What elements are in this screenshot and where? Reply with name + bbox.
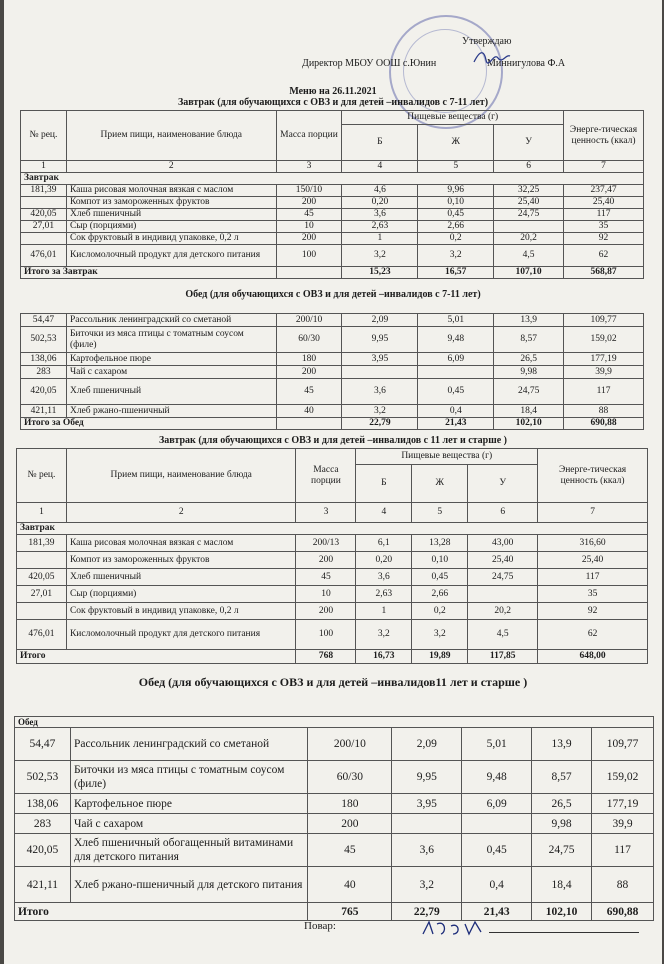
protein: 3,2 bbox=[342, 405, 418, 418]
fat bbox=[418, 366, 494, 379]
table-row bbox=[21, 221, 644, 233]
dish-name: Кисломолочный продукт для детского питания bbox=[66, 245, 276, 267]
protein: 4,6 bbox=[342, 185, 418, 197]
dish-name: Кисломолочный продукт для детского питания bbox=[66, 620, 296, 650]
protein: 3,2 bbox=[392, 867, 462, 903]
fat: 6,09 bbox=[462, 794, 532, 814]
table-row bbox=[17, 552, 648, 569]
table-row bbox=[15, 834, 654, 867]
rec-number: 27,01 bbox=[17, 586, 67, 603]
total-protein: 16,73 bbox=[356, 650, 412, 664]
table-row bbox=[21, 245, 644, 267]
protein: 3,2 bbox=[342, 245, 418, 267]
energy: 159,02 bbox=[564, 327, 644, 353]
fat: 3,2 bbox=[418, 245, 494, 267]
fat bbox=[462, 814, 532, 834]
protein bbox=[392, 814, 462, 834]
total-label: Итого bbox=[15, 903, 308, 921]
energy: 25,40 bbox=[538, 552, 648, 569]
total-energy: 690,88 bbox=[592, 903, 654, 921]
dish-name: Хлеб ржано-пшеничный для детского питания bbox=[70, 867, 308, 903]
energy: 117 bbox=[564, 379, 644, 405]
col-num: 5 bbox=[418, 161, 494, 173]
total-mass bbox=[276, 267, 342, 279]
energy: 62 bbox=[564, 245, 644, 267]
table-row bbox=[21, 197, 644, 209]
total-mass bbox=[276, 418, 342, 430]
energy: 35 bbox=[564, 221, 644, 233]
portion-mass: 45 bbox=[308, 834, 392, 867]
protein: 6,1 bbox=[356, 535, 412, 552]
fat: 0,2 bbox=[412, 603, 468, 620]
protein: 1 bbox=[342, 233, 418, 245]
energy: 62 bbox=[538, 620, 648, 650]
carbs: 18,4 bbox=[532, 867, 592, 903]
rec-number: 420,05 bbox=[21, 379, 67, 405]
table-lunch-11-plus bbox=[14, 716, 654, 921]
portion-mass: 200 bbox=[276, 366, 342, 379]
carbs: 26,5 bbox=[494, 353, 564, 366]
total-mass: 765 bbox=[308, 903, 392, 921]
director-signature bbox=[472, 48, 512, 66]
dish-name: Сыр (порциями) bbox=[66, 221, 276, 233]
energy: 177,19 bbox=[592, 794, 654, 814]
carbs bbox=[468, 586, 538, 603]
approval-block bbox=[302, 32, 622, 82]
rec-number: 138,06 bbox=[15, 794, 71, 814]
table-row bbox=[15, 814, 654, 834]
portion-mass: 200 bbox=[296, 552, 356, 569]
energy: 92 bbox=[564, 233, 644, 245]
dish-name: Биточки из мяса птицы с томатным соусом (филе) bbox=[70, 761, 308, 794]
dish-name: Сок фруктовый в индивид упаковке, 0,2 л bbox=[66, 603, 296, 620]
total-energy: 690,88 bbox=[564, 418, 644, 430]
fat: 0,10 bbox=[418, 197, 494, 209]
total-carbs: 102,10 bbox=[532, 903, 592, 921]
dish-name: Картофельное пюре bbox=[70, 794, 308, 814]
dish-name: Рассольник ленинградский со сметаной bbox=[70, 728, 308, 761]
fat: 3,2 bbox=[412, 620, 468, 650]
carbs: 24,75 bbox=[494, 209, 564, 221]
rec-number: 421,11 bbox=[15, 867, 71, 903]
section-title-1: Завтрак (для обучающихся с ОВЗ и для детей –инвалидов с 7-11 лет) bbox=[177, 97, 489, 108]
dish-name: Рассольник ленинградский со сметаной bbox=[66, 314, 276, 327]
portion-mass: 40 bbox=[276, 405, 342, 418]
fat: 0,45 bbox=[418, 209, 494, 221]
energy: 35 bbox=[538, 586, 648, 603]
rec-number: 181,39 bbox=[17, 535, 67, 552]
rec-number: 138,06 bbox=[21, 353, 67, 366]
table-row bbox=[17, 586, 648, 603]
rec-number: 27,01 bbox=[21, 221, 67, 233]
carbs: 24,75 bbox=[468, 569, 538, 586]
total-row bbox=[15, 903, 654, 921]
energy: 109,77 bbox=[592, 728, 654, 761]
dish-name: Чай с сахаром bbox=[66, 366, 276, 379]
col-num: 1 bbox=[17, 503, 67, 523]
energy: 159,02 bbox=[592, 761, 654, 794]
dish-name: Хлеб пшеничный bbox=[66, 569, 296, 586]
menu-document bbox=[4, 0, 662, 964]
carbs: 8,57 bbox=[532, 761, 592, 794]
total-carbs: 102,10 bbox=[494, 418, 564, 430]
total-energy: 648,00 bbox=[538, 650, 648, 664]
header-dish: Прием пищи, наименование блюда bbox=[66, 449, 296, 503]
carbs: 9,98 bbox=[494, 366, 564, 379]
rec-number: 476,01 bbox=[21, 245, 67, 267]
rec-number: 420,05 bbox=[21, 209, 67, 221]
total-protein: 22,79 bbox=[392, 903, 462, 921]
energy: 39,9 bbox=[564, 366, 644, 379]
header-u: У bbox=[494, 125, 564, 161]
header-mass: Масса порции bbox=[276, 111, 342, 161]
dish-name: Сыр (порциями) bbox=[66, 586, 296, 603]
protein: 3,95 bbox=[342, 353, 418, 366]
protein: 2,63 bbox=[342, 221, 418, 233]
protein: 3,6 bbox=[342, 209, 418, 221]
rec-number: 283 bbox=[15, 814, 71, 834]
table-row bbox=[15, 794, 654, 814]
col-num: 4 bbox=[342, 161, 418, 173]
carbs: 43,00 bbox=[468, 535, 538, 552]
portion-mass: 180 bbox=[308, 794, 392, 814]
total-mass: 768 bbox=[296, 650, 356, 664]
fat: 0,10 bbox=[412, 552, 468, 569]
table-row bbox=[21, 405, 644, 418]
protein bbox=[342, 366, 418, 379]
header-rec: № рец. bbox=[17, 449, 67, 503]
portion-mass: 45 bbox=[276, 209, 342, 221]
table-breakfast-11-plus bbox=[16, 448, 648, 664]
fat: 0,4 bbox=[462, 867, 532, 903]
dish-name: Каша рисовая молочная вязкая с маслом bbox=[66, 535, 296, 552]
menu-date: Меню на 26.11.2021 bbox=[289, 86, 377, 97]
protein: 1 bbox=[356, 603, 412, 620]
portion-mass: 45 bbox=[296, 569, 356, 586]
dish-name: Хлеб пшеничный обогащенный витаминами для детского питания bbox=[70, 834, 308, 867]
carbs: 8,57 bbox=[494, 327, 564, 353]
protein: 2,09 bbox=[392, 728, 462, 761]
portion-mass: 40 bbox=[308, 867, 392, 903]
meal-section-label: Завтрак bbox=[21, 173, 644, 185]
rec-number: 420,05 bbox=[15, 834, 71, 867]
table-breakfast-7-11 bbox=[20, 110, 644, 279]
total-carbs: 117,85 bbox=[468, 650, 538, 664]
col-num: 5 bbox=[412, 503, 468, 523]
rec-number bbox=[21, 233, 67, 245]
fat: 9,48 bbox=[418, 327, 494, 353]
rec-number bbox=[17, 552, 67, 569]
cook-label: Повар: bbox=[304, 920, 336, 932]
total-protein: 22,79 bbox=[342, 418, 418, 430]
protein: 3,6 bbox=[356, 569, 412, 586]
protein: 0,20 bbox=[356, 552, 412, 569]
carbs: 32,25 bbox=[494, 185, 564, 197]
fat: 6,09 bbox=[418, 353, 494, 366]
table-row bbox=[15, 761, 654, 794]
energy: 117 bbox=[538, 569, 648, 586]
total-label: Итого за Завтрак bbox=[21, 267, 277, 279]
total-label: Итого за Обед bbox=[21, 418, 277, 430]
rec-number: 283 bbox=[21, 366, 67, 379]
col-num: 2 bbox=[66, 503, 296, 523]
energy: 177,19 bbox=[564, 353, 644, 366]
rec-number bbox=[17, 603, 67, 620]
total-row bbox=[17, 650, 648, 664]
total-fat: 16,57 bbox=[418, 267, 494, 279]
header-u: У bbox=[468, 465, 538, 503]
portion-mass: 200 bbox=[276, 197, 342, 209]
carbs: 4,5 bbox=[468, 620, 538, 650]
header-b: Б bbox=[342, 125, 418, 161]
table-row bbox=[17, 569, 648, 586]
fat: 9,96 bbox=[418, 185, 494, 197]
col-num: 2 bbox=[66, 161, 276, 173]
dish-name: Хлеб ржано-пшеничный bbox=[66, 405, 276, 418]
table-row bbox=[17, 535, 648, 552]
rec-number bbox=[21, 197, 67, 209]
fat: 2,66 bbox=[418, 221, 494, 233]
table-row bbox=[21, 209, 644, 221]
dish-name: Хлеб пшеничный bbox=[66, 379, 276, 405]
fat: 0,45 bbox=[412, 569, 468, 586]
protein: 9,95 bbox=[392, 761, 462, 794]
table-row bbox=[21, 379, 644, 405]
carbs: 26,5 bbox=[532, 794, 592, 814]
header-dish: Прием пищи, наименование блюда bbox=[66, 111, 276, 161]
carbs: 18,4 bbox=[494, 405, 564, 418]
fat: 5,01 bbox=[418, 314, 494, 327]
carbs: 24,75 bbox=[494, 379, 564, 405]
dish-name: Чай с сахаром bbox=[70, 814, 308, 834]
col-num: 7 bbox=[538, 503, 648, 523]
dish-name: Компот из замороженных фруктов bbox=[66, 197, 276, 209]
header-energy: Энерге-тическая ценность (ккал) bbox=[538, 449, 648, 503]
portion-mass: 200/10 bbox=[308, 728, 392, 761]
header-zh: Ж bbox=[418, 125, 494, 161]
total-energy: 568,87 bbox=[564, 267, 644, 279]
header-b: Б bbox=[356, 465, 412, 503]
energy: 117 bbox=[592, 834, 654, 867]
total-fat: 21,43 bbox=[418, 418, 494, 430]
carbs: 24,75 bbox=[532, 834, 592, 867]
dish-name: Хлеб пшеничный bbox=[66, 209, 276, 221]
header-nutrients: Пищевые вещества (г) bbox=[356, 449, 538, 465]
table-row bbox=[21, 233, 644, 245]
total-fat: 19,89 bbox=[412, 650, 468, 664]
section-title-2: Обед (для обучающихся с ОВЗ и для детей –инвалидов с 7-11 лет) bbox=[185, 289, 481, 300]
portion-mass: 60/30 bbox=[276, 327, 342, 353]
header-rec: № рец. bbox=[21, 111, 67, 161]
dish-name: Картофельное пюре bbox=[66, 353, 276, 366]
protein: 0,20 bbox=[342, 197, 418, 209]
col-num: 3 bbox=[296, 503, 356, 523]
header-energy: Энерге-тическая ценность (ккал) bbox=[564, 111, 644, 161]
dish-name: Сок фруктовый в индивид упаковке, 0,2 л bbox=[66, 233, 276, 245]
energy: 117 bbox=[564, 209, 644, 221]
portion-mass: 200 bbox=[308, 814, 392, 834]
header-zh: Ж bbox=[412, 465, 468, 503]
dish-name: Каша рисовая молочная вязкая с маслом bbox=[66, 185, 276, 197]
col-num: 3 bbox=[276, 161, 342, 173]
fat: 0,4 bbox=[418, 405, 494, 418]
header-mass: Масса порции bbox=[296, 449, 356, 503]
carbs: 9,98 bbox=[532, 814, 592, 834]
portion-mass: 150/10 bbox=[276, 185, 342, 197]
fat: 9,48 bbox=[462, 761, 532, 794]
carbs bbox=[494, 221, 564, 233]
portion-mass: 200 bbox=[276, 233, 342, 245]
table-row bbox=[21, 327, 644, 353]
protein: 3,6 bbox=[392, 834, 462, 867]
col-num: 6 bbox=[494, 161, 564, 173]
portion-mass: 60/30 bbox=[308, 761, 392, 794]
total-carbs: 107,10 bbox=[494, 267, 564, 279]
protein: 2,09 bbox=[342, 314, 418, 327]
meal-section-label: Завтрак bbox=[17, 523, 648, 535]
table-row bbox=[21, 185, 644, 197]
energy: 237,47 bbox=[564, 185, 644, 197]
rec-number: 502,53 bbox=[21, 327, 67, 353]
carbs: 20,2 bbox=[468, 603, 538, 620]
rec-number: 181,39 bbox=[21, 185, 67, 197]
table-row bbox=[15, 867, 654, 903]
director-name: Миннигулова Ф.А bbox=[487, 58, 566, 69]
table-row bbox=[17, 620, 648, 650]
carbs: 25,40 bbox=[468, 552, 538, 569]
dish-name: Биточки из мяса птицы с томатным соусом (филе) bbox=[66, 327, 276, 353]
fat: 2,66 bbox=[412, 586, 468, 603]
energy: 316,60 bbox=[538, 535, 648, 552]
col-num: 4 bbox=[356, 503, 412, 523]
total-row bbox=[21, 418, 644, 430]
portion-mass: 200/13 bbox=[296, 535, 356, 552]
portion-mass: 200 bbox=[296, 603, 356, 620]
table-row bbox=[21, 353, 644, 366]
director-label: Директор МБОУ ООШ с.Юнин bbox=[302, 58, 437, 69]
protein: 3,2 bbox=[356, 620, 412, 650]
rec-number: 502,53 bbox=[15, 761, 71, 794]
signature-line bbox=[489, 932, 639, 933]
portion-mass: 10 bbox=[296, 586, 356, 603]
total-row bbox=[21, 267, 644, 279]
carbs: 13,9 bbox=[494, 314, 564, 327]
portion-mass: 200/10 bbox=[276, 314, 342, 327]
carbs: 25,40 bbox=[494, 197, 564, 209]
portion-mass: 45 bbox=[276, 379, 342, 405]
energy: 92 bbox=[538, 603, 648, 620]
rec-number: 476,01 bbox=[17, 620, 67, 650]
energy: 88 bbox=[592, 867, 654, 903]
col-num: 1 bbox=[21, 161, 67, 173]
fat: 13,28 bbox=[412, 535, 468, 552]
carbs: 13,9 bbox=[532, 728, 592, 761]
carbs: 20,2 bbox=[494, 233, 564, 245]
rec-number: 54,47 bbox=[21, 314, 67, 327]
meal-section-label: Обед bbox=[15, 717, 654, 728]
section-title-3: Завтрак (для обучающихся с ОВЗ и для детей –инвалидов с 11 лет и старше ) bbox=[159, 435, 507, 446]
rec-number: 54,47 bbox=[15, 728, 71, 761]
table-row bbox=[17, 603, 648, 620]
fat: 0,45 bbox=[462, 834, 532, 867]
total-label: Итого bbox=[17, 650, 296, 664]
portion-mass: 100 bbox=[276, 245, 342, 267]
protein: 3,95 bbox=[392, 794, 462, 814]
portion-mass: 180 bbox=[276, 353, 342, 366]
fat: 0,2 bbox=[418, 233, 494, 245]
approved-label: Утверждаю bbox=[462, 36, 512, 47]
rec-number: 420,05 bbox=[17, 569, 67, 586]
total-protein: 15,23 bbox=[342, 267, 418, 279]
carbs: 4,5 bbox=[494, 245, 564, 267]
portion-mass: 100 bbox=[296, 620, 356, 650]
fat: 5,01 bbox=[462, 728, 532, 761]
col-num: 6 bbox=[468, 503, 538, 523]
fat: 0,45 bbox=[418, 379, 494, 405]
portion-mass: 10 bbox=[276, 221, 342, 233]
energy: 88 bbox=[564, 405, 644, 418]
energy: 39,9 bbox=[592, 814, 654, 834]
energy: 25,40 bbox=[564, 197, 644, 209]
table-row bbox=[15, 728, 654, 761]
dish-name: Компот из замороженных фруктов bbox=[66, 552, 296, 569]
table-lunch-7-11 bbox=[20, 313, 644, 430]
rec-number: 421,11 bbox=[21, 405, 67, 418]
section-title-4: Обед (для обучающихся с ОВЗ и для детей –инвалидов11 лет и старше ) bbox=[138, 675, 528, 689]
protein: 9,95 bbox=[342, 327, 418, 353]
header-nutrients: Пищевые вещества (г) bbox=[342, 111, 564, 125]
table-row bbox=[21, 366, 644, 379]
protein: 3,6 bbox=[342, 379, 418, 405]
protein: 2,63 bbox=[356, 586, 412, 603]
energy: 109,77 bbox=[564, 314, 644, 327]
cook-signature bbox=[419, 918, 489, 940]
col-num: 7 bbox=[564, 161, 644, 173]
table-row bbox=[21, 314, 644, 327]
total-fat: 21,43 bbox=[462, 903, 532, 921]
